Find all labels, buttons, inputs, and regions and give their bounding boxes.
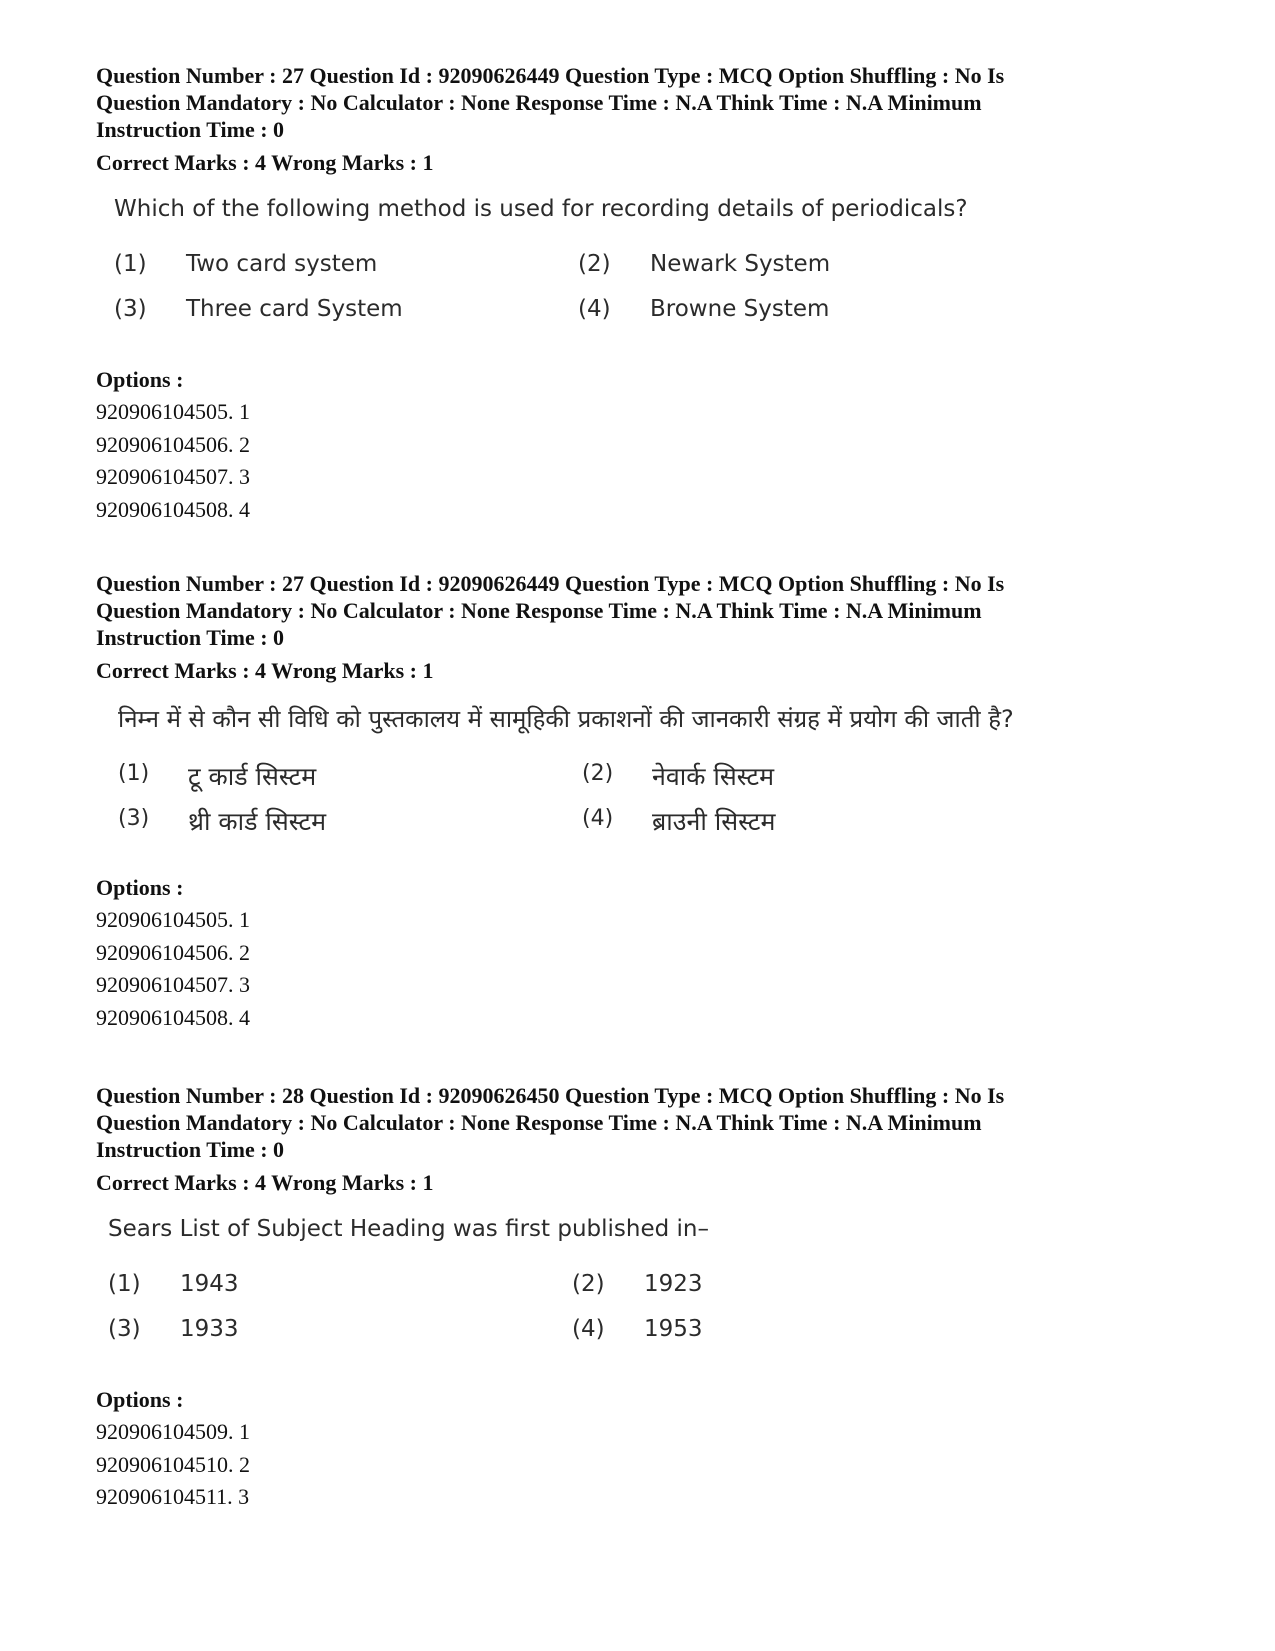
question-block-3 <box>96 1082 1196 1514</box>
question-block-1 <box>96 62 1196 526</box>
question-meta-line: Instruction Time : 0 <box>96 625 285 650</box>
choice-number: (1) <box>114 251 147 277</box>
choice-text: ब्राउनी सिस्टम <box>652 807 776 836</box>
option-item: 920906104507. 3 <box>96 464 250 489</box>
choice-number: (2) <box>578 251 611 277</box>
option-item: 920906104510. 2 <box>96 1451 250 1477</box>
question-image <box>96 704 1196 864</box>
option-item: 920906104506. 2 <box>96 939 250 965</box>
choice-3 <box>118 804 558 834</box>
question-meta-line: Question Number : 27 Question Id : 92090626449 Question Type : MCQ Option Shuffling : No Is <box>96 571 1005 596</box>
choice-number: (2) <box>572 1271 605 1297</box>
options-list <box>96 1416 1196 1514</box>
choice-text: थ्री कार्ड सिस्टम <box>188 807 327 836</box>
choice-text: टू कार्ड सिस्टम <box>188 762 317 791</box>
question-text: Sears List of Subject Heading was first published in– <box>108 1216 709 1242</box>
question-image <box>96 196 1196 356</box>
choice-text: 1923 <box>644 1271 703 1297</box>
option-item: 920906104507. 3 <box>96 972 250 997</box>
choice-1 <box>114 251 554 281</box>
choice-number: (1) <box>118 761 150 786</box>
choice-text: Three card System <box>186 296 403 322</box>
marks-line: Correct Marks : 4 Wrong Marks : 1 <box>96 1170 434 1195</box>
option-item: 920906104509. 1 <box>96 1419 250 1444</box>
question-text: निम्न में से कौन सी विधि को पुस्तकालय में सामूहिकी प्रकाशनों की जानकारी संग्रह में प्रयोग की जाती है? <box>118 705 1014 733</box>
choice-text: Newark System <box>650 251 831 277</box>
option-item: 920906104506. 2 <box>96 431 250 457</box>
choice-2 <box>572 1271 1012 1301</box>
options-heading: Options : <box>96 367 184 392</box>
choice-2 <box>582 759 1022 789</box>
choice-4 <box>578 296 1018 326</box>
question-meta-line: Question Mandatory : No Calculator : None Response Time : N.A Think Time : N.A Minimum <box>96 90 982 115</box>
choice-number: (3) <box>108 1316 141 1342</box>
choice-text: Browne System <box>650 296 830 322</box>
choice-number: (3) <box>118 806 150 831</box>
option-item: 920906104505. 1 <box>96 399 250 424</box>
choice-text: Two card system <box>186 251 378 277</box>
choice-number: (2) <box>582 761 614 786</box>
question-block-2 <box>96 570 1196 1034</box>
choice-2 <box>578 251 1018 281</box>
option-item: 920906104505. 1 <box>96 907 250 932</box>
choice-3 <box>108 1316 548 1346</box>
question-meta-line: Question Mandatory : No Calculator : None Response Time : N.A Think Time : N.A Minimum <box>96 598 982 623</box>
marks-line: Correct Marks : 4 Wrong Marks : 1 <box>96 658 434 683</box>
question-meta-line: Question Number : 28 Question Id : 92090626450 Question Type : MCQ Option Shuffling : No Is <box>96 1083 1005 1108</box>
option-item: 920906104511. 3 <box>96 1484 250 1509</box>
options-list <box>96 904 1196 1034</box>
choice-text: 1953 <box>644 1316 703 1342</box>
choice-number: (3) <box>114 296 147 322</box>
choice-3 <box>114 296 554 326</box>
choice-text: नेवार्क सिस्टम <box>652 762 775 791</box>
choice-number: (4) <box>582 806 614 831</box>
option-item: 920906104508. 4 <box>96 1004 250 1030</box>
choice-number: (1) <box>108 1271 141 1297</box>
question-text: Which of the following method is used for recording details of periodicals? <box>114 196 968 222</box>
question-meta-line: Instruction Time : 0 <box>96 1137 285 1162</box>
choice-number: (4) <box>578 296 611 322</box>
question-meta-line: Question Mandatory : No Calculator : None Response Time : N.A Think Time : N.A Minimum <box>96 1110 982 1135</box>
choice-text: 1943 <box>180 1271 239 1297</box>
choice-4 <box>582 804 1022 834</box>
option-item: 920906104508. 4 <box>96 496 250 522</box>
marks-line: Correct Marks : 4 Wrong Marks : 1 <box>96 150 434 175</box>
question-meta <box>96 62 1196 143</box>
choice-4 <box>572 1316 1012 1346</box>
question-meta-line: Instruction Time : 0 <box>96 117 285 142</box>
question-meta <box>96 570 1196 651</box>
choice-number: (4) <box>572 1316 605 1342</box>
choice-1 <box>108 1271 548 1301</box>
options-list <box>96 396 1196 526</box>
question-meta-line: Question Number : 27 Question Id : 92090626449 Question Type : MCQ Option Shuffling : No Is <box>96 63 1005 88</box>
question-image <box>96 1216 1196 1376</box>
options-heading: Options : <box>96 1387 184 1412</box>
question-meta <box>96 1082 1196 1163</box>
options-heading: Options : <box>96 875 184 900</box>
choice-1 <box>118 759 558 789</box>
choice-text: 1933 <box>180 1316 239 1342</box>
